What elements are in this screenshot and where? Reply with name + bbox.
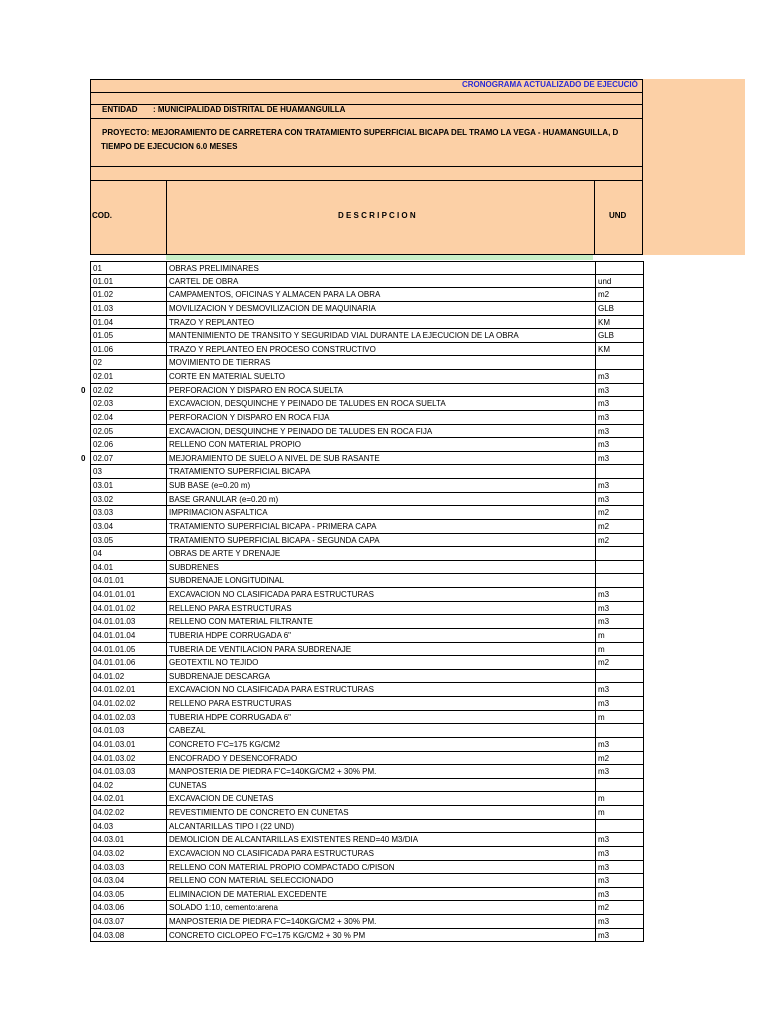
cell-descripcion: RELLENO CON MATERIAL SELECCIONADO [169,876,334,886]
cell-und: und [598,276,612,286]
cell-descripcion: EXCAVACION NO CLASIFICADA PARA ESTRUCTURAS [169,590,374,599]
table-row [90,370,644,384]
cell-cod: 03.05 [93,535,114,545]
cell-cod: 04.03.08 [93,930,125,940]
cell-cod: 02.01 [93,372,114,381]
cell-und: m3 [598,372,610,381]
cell-cod: 04.01.03.01 [93,739,136,749]
cell-und: m3 [598,930,610,940]
table-row [90,425,644,439]
cell-descripcion: CABEZAL [169,726,206,736]
cell-cod: 04.02.01 [93,794,125,804]
column-header-descripcion: D E S C R I P C I O N [338,211,416,220]
header-line [90,92,643,93]
cell-cod: 04.03.03 [93,862,125,872]
cell-descripcion: TRATAMIENTO SUPERFICIAL BICAPA [169,467,311,477]
cell-descripcion: MOVILIZACION Y DESMOVILIZACION DE MAQUINARIA [169,303,376,313]
cell-und: m [598,712,605,722]
cell-cod: 01.06 [93,344,114,354]
cell-cod: 04.01.01.02 [93,603,136,613]
table-row [90,479,644,493]
cell-cod: 01.03 [93,303,114,313]
cell-und: m2 [598,903,610,913]
header-line [90,118,643,119]
cell-descripcion: SUBDRENAJE DESCARGA [169,671,270,681]
column-header-cod: COD. [92,211,112,220]
cell-und: m [598,808,605,817]
cell-cod: 04.02.02 [93,808,125,817]
table-row [90,520,644,534]
cell-descripcion: DEMOLICION DE ALCANTARILLAS EXISTENTES REND=40 M3/DIA [169,835,419,845]
cell-cod: 04.02 [93,780,114,790]
cell-descripcion: SOLADO 1:10, cemento:arena [169,903,278,913]
cell-descripcion: CUNETAS [169,780,207,790]
table-row [90,438,644,452]
cell-cod: 02.07 [93,453,114,463]
cell-cod: 04.01.01.05 [93,644,136,654]
cell-cod: 04 [93,549,102,559]
table-row [90,547,644,561]
cell-cod: 04.01.03.02 [93,753,136,763]
cell-cod: 02.02 [93,385,114,395]
table-row [90,820,644,834]
cell-descripcion: REVESTIMIENTO DE CONCRETO EN CUNETAS [169,808,349,817]
table-row [90,465,644,479]
execution-time: TIEMPO DE EJECUCION 6.0 MESES [101,142,238,151]
cell-descripcion: TRATAMIENTO SUPERFICIAL BICAPA - PRIMERA CAPA [169,521,377,531]
cell-cod: 04.01.02.03 [93,712,136,722]
cell-descripcion: SUBDRENES [169,562,219,572]
cell-descripcion: ALCANTARILLAS TIPO I (22 UND) [169,821,295,831]
cell-und: m3 [598,848,610,858]
cell-descripcion: CORTE EN MATERIAL SUELTO [169,372,286,381]
cell-und: KM [598,344,610,354]
cell-und: m3 [598,385,610,395]
highlight-bar [166,255,593,260]
cell-cod: 04.01.02 [93,671,125,681]
cell-und: m3 [598,685,610,695]
cell-cod: 02 [93,358,102,368]
cell-und: m3 [598,767,610,777]
cell-cod: 04.03 [93,821,114,831]
table-row [90,847,644,861]
cell-descripcion: MANPOSTERIA DE PIEDRA F'C=140KG/CM2 + 30% PM. [169,917,377,926]
cell-descripcion: EXCAVACION, DESQUINCHE Y PEINADO DE TALUDES EN ROCA SUELTA [169,399,446,409]
header-line [90,166,643,167]
table-row [90,534,644,548]
project-name: PROYECTO: MEJORAMIENTO DE CARRETERA CON TRATAMIENTO SUPERFICIAL BICAPA DEL TRAMO LA VEGA - HUAMANGUILLA, D [102,128,619,137]
cell-cod: 03.01 [93,481,114,490]
cell-cod: 04.01.01.06 [93,658,136,668]
column-divider [594,180,595,255]
table-row [90,752,644,766]
table-row [90,615,644,629]
cell-descripcion: ELIMINACION DE MATERIAL EXCEDENTE [169,889,327,899]
cell-und: m3 [598,617,610,627]
cell-cod: 04.03.04 [93,876,125,886]
cell-descripcion: PERFORACION Y DISPARO EN ROCA SUELTA [169,385,343,395]
table-row [90,302,644,316]
cell-descripcion: OBRAS DE ARTE Y DRENAJE [169,549,281,559]
table-row [90,765,644,779]
cell-descripcion: EXCAVACION DE CUNETAS [169,794,274,804]
column-header-und: UND [609,211,627,220]
cell-cod: 04.01.01.04 [93,630,136,640]
cell-descripcion: CARTEL DE OBRA [169,276,239,286]
cell-und: m [598,630,605,640]
cell-descripcion: ENCOFRADO Y DESENCOFRADO [169,753,298,763]
table-row [90,833,644,847]
table-row [90,411,644,425]
cell-und: m2 [598,753,610,763]
table-row [90,316,644,330]
table-row [90,711,644,725]
budget-table [90,261,644,942]
entidad-value: : MUNICIPALIDAD DISTRITAL DE HUAMANGUILLA [153,105,346,114]
cell-descripcion: TUBERIA HDPE CORRUGADA 6" [169,630,291,640]
cell-descripcion: SUB BASE (e=0.20 m) [169,481,251,490]
table-row [90,329,644,343]
cell-descripcion: OBRAS PRELIMINARES [169,264,259,273]
cell-und: m3 [598,699,610,708]
table-row [90,806,644,820]
cell-und: m3 [598,494,610,504]
cell-cod: 03 [93,467,102,477]
table-row [90,574,644,588]
cell-descripcion: TRAZO Y REPLANTEO [169,317,255,327]
cell-cod: 02.03 [93,399,114,409]
cell-descripcion: CONCRETO CICLOPEO F'C=175 KG/CM2 + 30 % PM [169,930,366,940]
cell-cod: 04.01.01.01 [93,590,136,599]
table-row [90,629,644,643]
cell-und: m2 [598,521,610,531]
cell-descripcion: PERFORACION Y DISPARO EN ROCA FIJA [169,412,330,422]
table-row [90,343,644,357]
table-row [90,779,644,793]
table-row [90,656,644,670]
table-row [90,724,644,738]
cell-und: m3 [598,412,610,422]
cell-und: m3 [598,481,610,490]
table-row [90,288,644,302]
cell-und: m [598,644,605,654]
row-marker: 0 [81,454,86,463]
cell-und: m3 [598,739,610,749]
cell-cod: 03.03 [93,508,114,518]
cell-cod: 01.02 [93,290,114,300]
cell-descripcion: CAMPAMENTOS, OFICINAS Y ALMACEN PARA LA OBRA [169,290,381,300]
cell-cod: 04.01.03 [93,726,125,736]
table-row [90,697,644,711]
cell-cod: 04.01.01 [93,576,125,586]
cell-descripcion: RELLENO CON MATERIAL PROPIO COMPACTADO C/PISON [169,862,395,872]
cell-cod: 03.02 [93,494,114,504]
cell-cod: 04.03.05 [93,889,125,899]
cell-cod: 04.03.06 [93,903,125,913]
cell-cod: 01.05 [93,331,114,341]
cell-und: GLB [598,331,615,341]
table-row [90,901,644,915]
cell-descripcion: TRATAMIENTO SUPERFICIAL BICAPA - SEGUNDA CAPA [169,535,380,545]
cell-cod: 04.03.02 [93,848,125,858]
table-row [90,861,644,875]
cell-descripcion: RELLENO CON MATERIAL PROPIO [169,440,302,450]
cell-und: m2 [598,508,610,518]
cell-descripcion: MEJORAMIENTO DE SUELO A NIVEL DE SUB RASANTE [169,453,380,463]
table-row [90,588,644,602]
cell-und: m3 [598,862,610,872]
cell-descripcion: SUBDRENAJE LONGITUDINAL [169,576,285,586]
cell-descripcion: RELLENO PARA ESTRUCTURAS [169,699,292,708]
cell-descripcion: RELLENO CON MATERIAL FILTRANTE [169,617,313,627]
cell-und: m3 [598,453,610,463]
cell-cod: 04.03.07 [93,917,125,926]
cell-descripcion: EXCAVACION NO CLASIFICADA PARA ESTRUCTURAS [169,848,374,858]
cell-descripcion: RELLENO PARA ESTRUCTURAS [169,603,292,613]
cell-und: m3 [598,835,610,845]
table-row [90,602,644,616]
cell-cod: 04.01.02.02 [93,699,136,708]
table-row [90,915,644,929]
table-row [90,683,644,697]
cell-und: m2 [598,290,610,300]
cell-und: m [598,794,605,804]
cell-descripcion: BASE GRANULAR (e=0.20 m) [169,494,279,504]
sheet-title: CRONOGRAMA ACTUALIZADO DE EJECUCIÓ [462,80,638,89]
cell-descripcion: IMPRIMACION ASFALTICA [169,508,268,518]
table-row [90,670,644,684]
cell-descripcion: TUBERIA DE VENTILACION PARA SUBDRENAJE [169,644,352,654]
table-row [90,452,644,466]
cell-und: m3 [598,603,610,613]
cell-cod: 04.03.01 [93,835,125,845]
cell-descripcion: CONCRETO F'C=175 KG/CM2 [169,739,280,749]
cell-cod: 02.05 [93,426,114,436]
cell-und: m3 [598,917,610,926]
table-row [90,356,644,370]
cell-cod: 01.01 [93,276,114,286]
cell-und: m2 [598,535,610,545]
cell-descripcion: MANPOSTERIA DE PIEDRA F'C=140KG/CM2 + 30% PM. [169,767,377,777]
cell-descripcion: TUBERIA HDPE CORRUGADA 6" [169,712,291,722]
cell-descripcion: GEOTEXTIL NO TEJIDO [169,658,259,668]
cell-descripcion: MANTENIMIENTO DE TRANSITO Y SEGURIDAD VIAL DURANTE LA EJECUCION DE LA OBRA [169,331,519,341]
table-row [90,506,644,520]
cell-cod: 04.01.01.03 [93,617,136,627]
cell-descripcion: MOVIMIENTO DE TIERRAS [169,358,271,368]
cell-und: m3 [598,590,610,599]
table-row [90,397,644,411]
cell-und: GLB [598,303,615,313]
table-row [90,738,644,752]
cell-descripcion: EXCAVACION NO CLASIFICADA PARA ESTRUCTURAS [169,685,374,695]
table-row [90,561,644,575]
cell-und: m2 [598,658,610,668]
table-row [90,643,644,657]
cell-cod: 02.04 [93,412,114,422]
table-row [90,261,644,275]
row-marker: 0 [81,386,86,395]
cell-cod: 02.06 [93,440,114,450]
cell-und: KM [598,317,610,327]
cell-cod: 04.01.03.03 [93,767,136,777]
header-line [90,180,643,181]
table-row [90,792,644,806]
table-row [90,888,644,902]
cell-und: m3 [598,889,610,899]
cell-descripcion: EXCAVACION, DESQUINCHE Y PEINADO DE TALUDES EN ROCA FIJA [169,426,433,436]
table-row [90,493,644,507]
cell-descripcion: TRAZO Y REPLANTEO EN PROCESO CONSTRUCTIVO [169,344,376,354]
entidad-label: ENTIDAD [102,105,138,114]
cell-und: m3 [598,440,610,450]
cell-cod: 04.01 [93,562,114,572]
column-divider [166,180,167,255]
cell-und: m3 [598,426,610,436]
cell-und: m3 [598,399,610,409]
cell-cod: 03.04 [93,521,114,531]
cell-cod: 04.01.02.01 [93,685,136,695]
cell-und: m3 [598,876,610,886]
table-row [90,384,644,398]
cell-cod: 01.04 [93,317,114,327]
table-row [90,929,644,943]
cell-cod: 01 [93,264,102,273]
table-row [90,874,644,888]
table-row [90,275,644,289]
